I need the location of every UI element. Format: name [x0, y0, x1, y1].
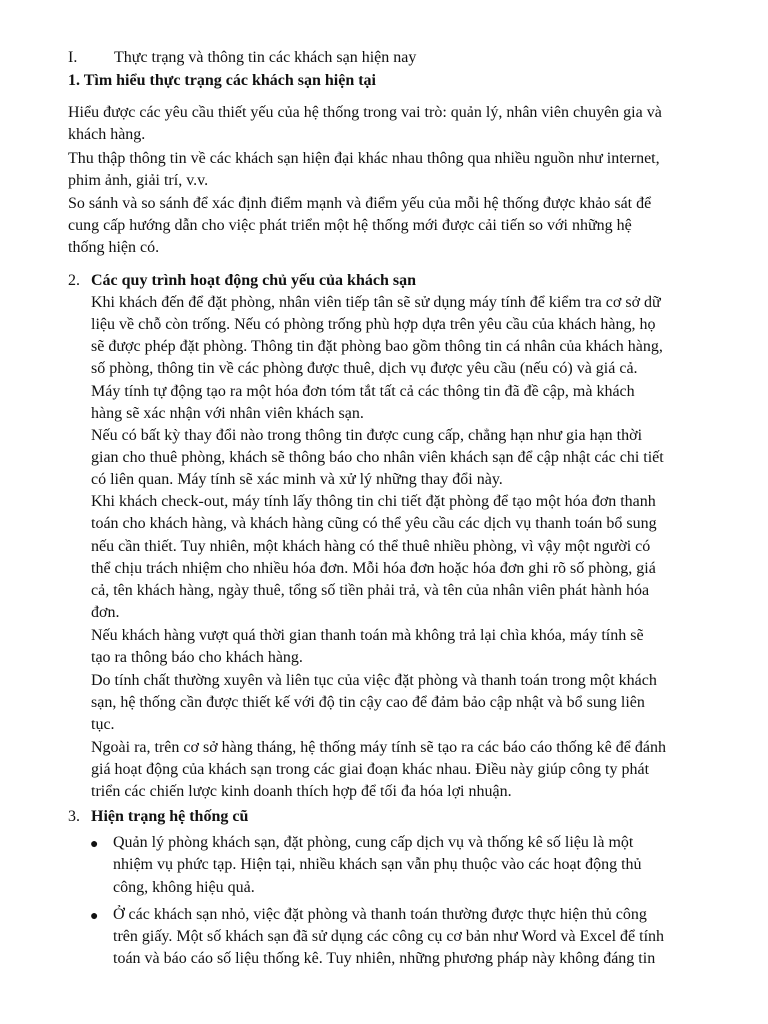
main-heading: Thực trạng và thông tin các khách sạn hiện nay: [114, 49, 417, 66]
section-2-line: Do tính chất thường xuyên và liên tục của việc đặt phòng và thanh toán trong một khách: [91, 672, 657, 689]
section-1-line: cung cấp hướng dẫn cho việc phát triển một hệ thống mới được cải tiến so với những hệ: [68, 217, 632, 234]
section-2-line: giá hoạt động của khách sạn trong các giai đoạn khác nhau. Điều này giúp công ty phát: [91, 761, 650, 778]
section-2-line: Khi khách đến để đặt phòng, nhân viên tiếp tân sẽ sử dụng máy tính để kiểm tra cơ sở dữ: [91, 294, 661, 311]
section-2-line: Nếu có bất kỳ thay đổi nào trong thông tin được cung cấp, chẳng hạn như gia hạn thời: [91, 427, 643, 444]
section-2-line: cả, tên khách hàng, ngày thuê, tổng số tiền phải trả, và tên của nhân viên phát hành hóa: [91, 582, 650, 599]
section-2-line: nếu cần thiết. Tuy nhiên, một khách hàng có thể thuê nhiều phòng, vì vậy một người có: [91, 538, 651, 555]
section-1-line: Hiểu được các yêu cầu thiết yếu của hệ thống trong vai trò: quản lý, nhân viên chuyên gia và: [68, 104, 662, 121]
section-1-line: Thu thập thông tin về các khách sạn hiện đại khác nhau thông qua nhiều nguồn như internet,: [68, 150, 660, 167]
section-1-line: thống hiện có.: [68, 239, 160, 256]
section-2-line: đơn.: [91, 604, 120, 621]
section-2-line: sạn, hệ thống cần được thiết kế với độ tin cậy cao để đảm bảo cập nhật và bổ sung liên: [91, 694, 645, 711]
section-2-line: có liên quan. Máy tính sẽ xác minh và xử lý những thay đổi này.: [91, 471, 503, 488]
section-2-number: 2.: [68, 272, 80, 289]
section-1-line: So sánh và so sánh để xác định điểm mạnh và điểm yếu của mỗi hệ thống được khảo sát để: [68, 195, 652, 212]
bullet-icon: ●: [90, 909, 99, 924]
section-1-line: khách hàng.: [68, 126, 146, 143]
bullet-2-line: toán và báo cáo số liệu thống kê. Tuy nhiên, những phương pháp này không đáng tin: [113, 950, 656, 967]
section-3-number: 3.: [68, 808, 80, 825]
section-2-title: Các quy trình hoạt động chủ yếu của khách sạn: [91, 272, 416, 289]
section-2-line: Ngoài ra, trên cơ sở hàng tháng, hệ thống máy tính sẽ tạo ra các báo cáo thống kê để đánh: [91, 739, 666, 756]
section-1-title: 1. Tìm hiểu thực trạng các khách sạn hiện tại: [68, 72, 376, 89]
section-2-line: hàng sẽ xác nhận với nhân viên khách sạn.: [91, 405, 364, 422]
bullet-2-line: Ở các khách sạn nhỏ, việc đặt phòng và thanh toán thường được thực hiện thủ công: [113, 906, 647, 923]
section-2-line: gian cho thuê phòng, khách sẽ thông báo cho nhân viên khách sạn để cập nhật các chi tiết: [91, 449, 664, 466]
bullet-1-line: công, không hiệu quả.: [113, 879, 255, 896]
section-2-line: toán cho khách hàng, và khách hàng cũng có thể yêu cầu các dịch vụ thanh toán bổ sung: [91, 515, 657, 532]
section-2-line: Máy tính tự động tạo ra một hóa đơn tóm tắt tất cả các thông tin đã đề cập, mà khách: [91, 383, 635, 400]
bullet-1-line: nhiệm vụ phức tạp. Hiện tại, nhiều khách sạn vẫn phụ thuộc vào các hoạt động thủ: [113, 856, 642, 873]
section-2-line: liệu về chỗ còn trống. Nếu có phòng trống phù hợp dựa trên yêu cầu của khách hàng, họ: [91, 316, 656, 333]
section-3-title: Hiện trạng hệ thống cũ: [91, 808, 249, 825]
section-2-line: Khi khách check-out, máy tính lấy thông tin chi tiết đặt phòng để tạo một hóa đơn thanh: [91, 493, 656, 510]
section-1-line: phim ảnh, giải trí, v.v.: [68, 172, 209, 189]
section-2-line: số phòng, thông tin về các phòng được thuê, dịch vụ được yêu cầu (nếu có) và giá cả.: [91, 360, 638, 377]
bullet-2-line: trên giấy. Một số khách sạn đã sử dụng các công cụ cơ bản như Word và Excel để tính: [113, 928, 665, 945]
bullet-icon: ●: [90, 837, 99, 852]
roman-numeral: I.: [68, 49, 78, 66]
section-2-line: triển các chiến lược kinh doanh thích hợp để tối đa hóa lợi nhuận.: [91, 783, 512, 800]
bullet-1-line: Quản lý phòng khách sạn, đặt phòng, cung cấp dịch vụ và thống kê số liệu là một: [113, 834, 634, 851]
section-2-line: tạo ra thông báo cho khách hàng.: [91, 649, 303, 666]
section-2-line: sẽ được phép đặt phòng. Thông tin đặt phòng bao gồm thông tin cá nhân của khách hàng,: [91, 338, 663, 355]
section-2-line: Nếu khách hàng vượt quá thời gian thanh toán mà không trả lại chìa khóa, máy tính sẽ: [91, 627, 644, 644]
section-2-line: thể chịu trách nhiệm cho nhiều hóa đơn. Mỗi hóa đơn hoặc hóa đơn ghi rõ số phòng, giá: [91, 560, 656, 577]
section-2-line: tục.: [91, 716, 115, 733]
